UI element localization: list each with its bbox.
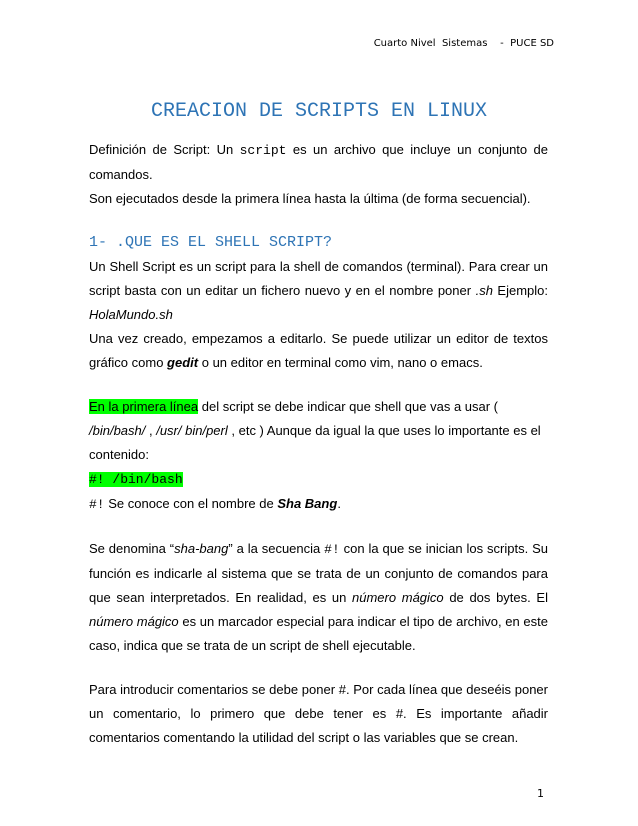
sha-bang-note [89,492,548,517]
sha-bang-term: sha-bang [174,541,229,556]
shabang-text-3: con la que se inician los scripts. Su función es indicarle al sistema que se trata de un conjunto de comandos para que sean interpretados. En realidad, es un [89,541,548,605]
definition-code: script [239,143,287,158]
shabang-text-2: ” a la secuencia [228,541,325,556]
sha-bang-paragraph [89,537,548,658]
period: . [337,496,341,511]
shell-script-paragraph [89,255,548,327]
highlighted-text: En la primera línea [89,399,199,414]
magic-number-term-2: número mágico [89,614,179,629]
document-title: CREACION DE SCRIPTS EN LINUX [150,100,488,123]
document-body [89,138,548,750]
known-as-text: Se conoce con el nombre de [104,496,278,511]
editor-text-end: o un editor en terminal como vim, nano o emacs. [198,355,483,370]
comments-paragraph: Para introducir comentarios se debe poner #. Por cada línea que deseéis poner un comentario, lo primero que debe tener es #. Es importante añadir comentarios comentando la utilidad del script o las variables que se crean. [89,682,548,745]
section-heading: 1- .QUE ES EL SHELL SCRIPT? [89,234,333,251]
separator: , [145,423,157,438]
gedit-name: gedit [167,355,199,370]
example-filename: HolaMundo.sh [89,307,173,322]
shabang-text-4: de dos bytes. El [443,590,548,605]
example-label: Ejemplo: [492,283,548,298]
definition-text: Definición de Script: Un [89,142,240,157]
shabang-text-5: es un marcador especial para indicar el tipo de archivo, en este caso, indica que se trata de un script de shell ejecutable. [89,614,548,653]
first-line-text-end: , etc ) Aunque da igual la que uses lo importante es el contenido: [89,423,541,462]
page-header: Cuarto Nivel Sistemas - PUCE SD [373,38,554,49]
shebang-mark-inline: #! [324,542,340,557]
magic-number-term: número mágico [352,590,444,605]
shebang-mark: #! [89,497,105,512]
sh-extension: .sh [475,283,493,298]
definition-text-end: es un archivo que incluye un conjunto de comandos. [89,142,548,182]
perl-path: /usr/ bin/perl [156,423,228,438]
bash-path: /bin/bash/ [89,423,146,438]
editor-text: Una vez creado, empezamos a editarlo. Se puede utilizar un editor de textos gráfico como [89,331,548,370]
page-number: 1 [537,787,544,800]
execution-note: Son ejecutados desde la primera línea hasta la última (de forma secuencial). [89,191,531,206]
shebang-code: #! /bin/bash [89,472,183,487]
editor-paragraph [89,327,548,375]
shell-text: Un Shell Script es un script para la shell de comandos (terminal). Para crear un script basta con un editar un fichero nuevo y en el nombre poner [89,259,548,298]
script-definition [89,138,548,187]
shebang-line [89,467,548,492]
shabang-text: Se denomina “ [89,541,175,556]
sha-bang-name: Sha Bang [277,496,338,511]
first-line-text: del script se debe indicar que shell que vas a usar ( [198,399,499,414]
first-line-paragraph [89,395,548,467]
